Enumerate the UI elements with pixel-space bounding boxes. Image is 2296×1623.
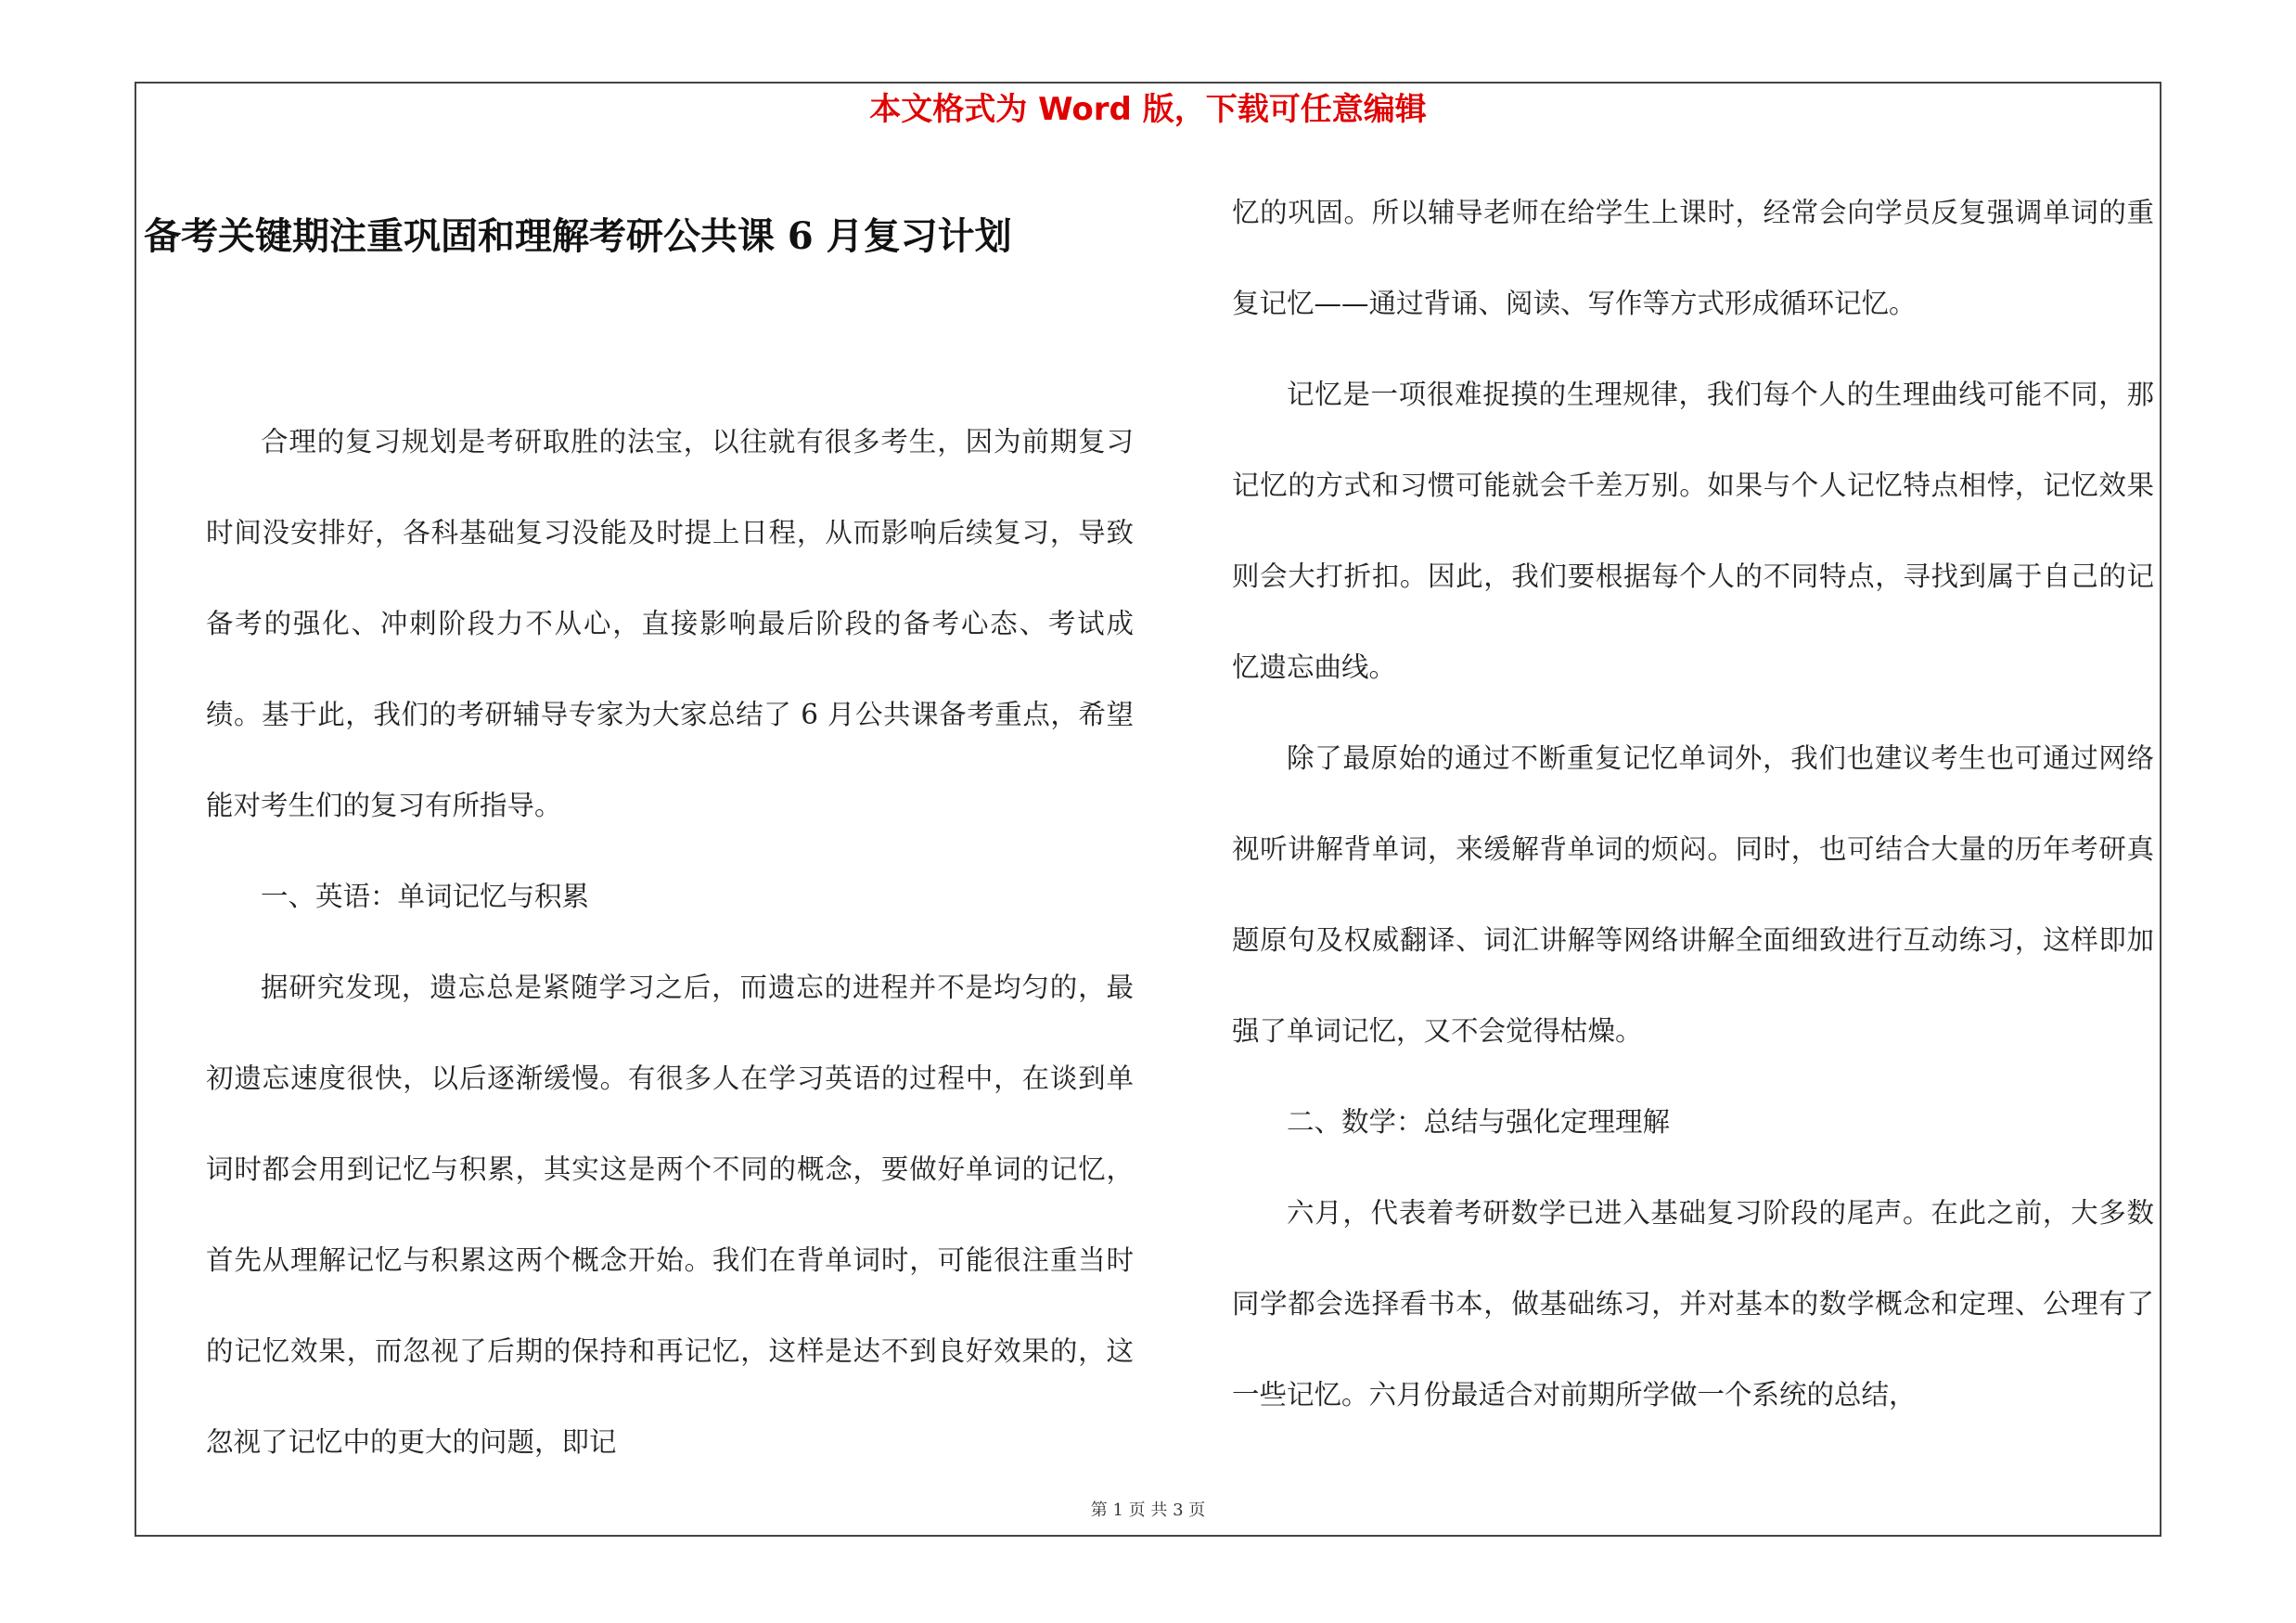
document-title: 备考关键期注重巩固和理解考研公共课 6 月复习计划 [144, 214, 1012, 258]
paragraph: 忆的巩固。所以辅导老师在给学生上课时，经常会向学员反复强调单词的重复记忆——通过背诵、阅读、写作等方式形成循环记忆。 [1232, 197, 2154, 319]
section-heading-english: 一、英语：单词记忆与积累 [261, 881, 590, 912]
paragraph: 合理的复习规划是考研取胜的法宝，以往就有很多考生，因为前期复习时间没安排好，各科基础复习没能及时提上日程，从而影响后续复习，导致备考的强化、冲刺阶段力不从心，直接影响最后阶段的备考心态、考试成绩。基于此，我们的考研辅导专家为大家总结了 6 月公共课备考重点，希望能对考生们的复习有所指导。 [206, 426, 1134, 821]
format-banner: 本文格式为 Word 版，下载可任意编辑 [869, 91, 1427, 128]
paragraph: 记忆是一项很难捉摸的生理规律，我们每个人的生理曲线可能不同，那记忆的方式和习惯可能就会千差万别。如果与个人记忆特点相悖，记忆效果则会大打折扣。因此，我们要根据每个人的不同特点，寻找到属于自己的记忆遗忘曲线。 [1232, 379, 2154, 683]
section-heading-math: 二、数学：总结与强化定理理解 [1287, 1106, 1671, 1138]
paragraph: 据研究发现，遗忘总是紧随学习之后，而遗忘的进程并不是均匀的，最初遗忘速度很快，以后逐渐缓慢。有很多人在学习英语的过程中，在谈到单词时都会用到记忆与积累，其实这是两个不同的概念，要做好单词的记忆，首先从理解记忆与积累这两个概念开始。我们在背单词时，可能很注重当时的记忆效果，而忽视了后期的保持和再记忆，这样是达不到良好效果的，这忽视了记忆中的更大的问题，即记 [206, 972, 1134, 1458]
left-column [206, 396, 1134, 1488]
page-footer: 第 1 页 共 3 页 [1090, 1501, 1206, 1520]
paragraph: 除了最原始的通过不断重复记忆单词外，我们也建议考生也可通过网络视听讲解背单词，来缓解背单词的烦闷。同时，也可结合大量的历年考研真题原句及权威翻译、词汇讲解等网络讲解全面细致进行互动练习，这样即加强了单词记忆，又不会觉得枯燥。 [1232, 742, 2154, 1047]
paragraph: 六月，代表着考研数学已进入基础复习阶段的尾声。在此之前，大多数同学都会选择看书本，做基础练习，并对基本的数学概念和定理、公理有了一些记忆。六月份最适合对前期所学做一个系统的总结， [1232, 1197, 2154, 1410]
right-column [1232, 167, 2154, 1440]
